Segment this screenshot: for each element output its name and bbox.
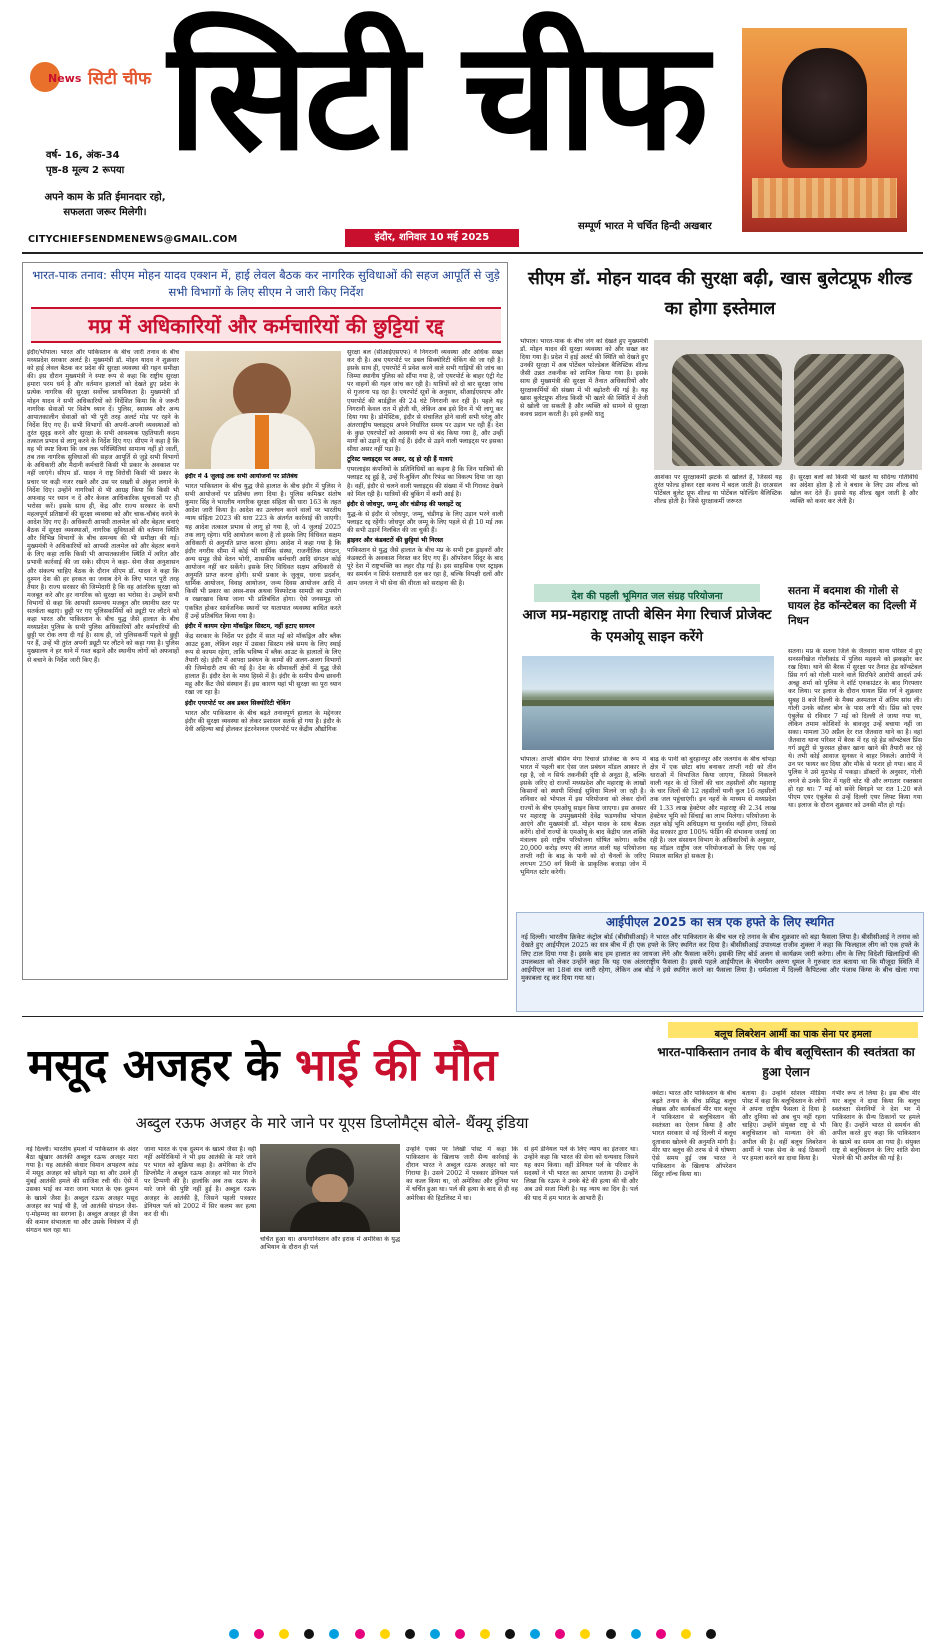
lead-col-2-text-2: केंद्र सरकार के निर्देश पर इंदौर में सात मई को मॉकड्रिल और ब्लैक आउट हुआ, लेकिन शहर में उसका सिस्टम लंबे समय के लिए स्थाई रूप से कायम रहेगा, ताकि भविष्य में ब्लैक आउट के हालातों के लिए तैयारी रहे। इंदौर में आपदा प्रबंधन के कामों की अलग-अलग विभागों की जिम्मेदारी तय की गई है। देश के सीमावर्ती क्षेत्रों में युद्ध जैसे हालात हैं। इंदौर देश के मध्य हिस्से में है। इंदौर के समीप सैन्य छावनी महू और कैंट जैसे संस्थान हैं। इस कारण यहां भी सुरक्षा का पूरा ध्यान रखा जा रहा है।	[185, 632, 341, 697]
masood-headline-part-2: भाई की मौत	[294, 1040, 498, 1091]
river-headline: आज मप्र-महाराष्ट्र ताप्ती बेसिन मेगा रिचार्ज प्रोजेक्ट के एमओयू साइन करेंगे	[522, 607, 772, 645]
balochistan-kicker: बलूच लिबरेशन आर्मी का पाक सेना पर हमला	[714, 1029, 872, 1040]
balochistan-kicker-bar	[668, 1022, 918, 1038]
security-headline: सीएम डॉ. मोहन यादव की सुरक्षा बढ़ी, खास बुलेटप्रूफ शील्ड का होगा इस्तेमाल	[527, 269, 912, 319]
river-col-2-text: बाढ़ के पानी को बुरहानपुर और जलगांव के बीच चोपड़ा क्षेत्र में एक छोटा बांध बनाकर ताप्ती नदी को तीन धाराओं में विभाजित किया जाएगा, जिससे निकलने वाली नहर के दो जिलों की चार तहसीलों और महाराष्ट्र के चार जिलों की 12 तहसीलों यानी कुल 16 तहसीलों तक जल पहुंचाएंगी। इन नहरों के माध्यम से मध्यप्रदेश की 1.33 लाख हेक्टेयर और महाराष्ट्र की 2.34 लाख हेक्टेयर भूमि को सिंचाई का लाभ मिलेगा। परियोजना के तहत कोई भूमि अधिग्रहण या पुनर्वास नहीं होगा, जिससे केंद्र सरकार द्वारा 100% फंडिंग की संभावना जताई जा रही है। जल संसाधन विभाग के अधिकारियों के अनुसार, यह मॉडल राष्ट्रीय जल परियोजनाओं के लिए एक नई मिसाल साबित हो सकता है।	[650, 756, 776, 861]
ipl-story	[516, 912, 924, 1012]
masood-col-4	[524, 1146, 638, 1266]
lead-col-2-text-3: भारत और पाकिस्तान के बीच बढ़ते तनावपूर्ण हालात के मद्देनजर इंदौर की सुरक्षा व्यवस्था को लेकर प्रशासन सतर्क हो गया है। इंदौर के देवी अहिल्या बाई होलकर इंटरनेशनल एयरपोर्ट पर केंद्रीय औद्योगिक	[185, 709, 341, 733]
volume-number: वर्ष- 16, अंक-34	[46, 150, 120, 161]
satna-story	[784, 584, 924, 906]
masood-col-4-text: से हमें डेनियल पर्ल के लिए न्याय का इंतजार था। उन्होंने कहा कि भारत की सेना को धन्यवाद जिसने यह काम किया। वहीं डेनियल पर्ल के परिवार के सदस्यों ने भी भारत का आभार जताया है। उन्होंने लिखा कि रऊफ ने उनके बेटे की हत्या की थी और अब उसे सजा मिली है। यह न्याय का दिन है। पर्ल की याद में हम भारत के आभारी हैं।	[524, 1146, 638, 1202]
river-kicker-bar	[534, 584, 760, 602]
bulletproof-vest-icon	[672, 354, 782, 466]
lead-kicker: भारत-पाक तनाव: सीएम मोहन यादव एक्शन में, हाई लेवल बैठक कर नागरिक सुविधाओं की सहज आपूर्ति से जुड़े सभी विभागों के लिए सीएम ने जारी किए निर्देश	[32, 268, 500, 299]
yellow-dot-icon	[681, 1629, 691, 1639]
ipl-body	[521, 933, 919, 1009]
section-rule	[22, 1016, 923, 1017]
yellow-dot-icon	[480, 1629, 490, 1639]
volume-info	[46, 148, 124, 178]
lead-col-3-text-4: पाकिस्तान से युद्ध जैसे हालात के बीच मप्र के सभी ट्रक ड्राइवरों और कंडक्टरों के अवकाश निरस्त कर दिए गए हैं। ऑपरेशन सिंदूर के बाद पूरे देश में राष्ट्रभक्ति का लहर दौड़ गई है। इस साहसिक एयर स्ट्राइक का समर्थन न सिर्फ सत्ताधारी दल कर रहा है, बल्कि विपक्षी दलों और आम जनता ने भी सेना की वीरता को सराहना की है।	[347, 547, 503, 587]
balochistan-col-3	[832, 1090, 920, 1268]
slogan-line-2: सफलता जरूर मिलेगी।	[63, 207, 147, 218]
lead-col-3-subhead: टूरिस्ट फ्लाइट्स पर असर, रद्द हो रही हैं यात्राएं	[347, 456, 453, 464]
tagline: सम्पूर्ण भारत मे चर्चित हिन्दी अखबार	[578, 221, 712, 232]
security-col-3	[790, 474, 918, 570]
yellow-dot-icon	[279, 1629, 289, 1639]
cyan-dot-icon	[430, 1629, 440, 1639]
security-story	[516, 262, 924, 580]
lead-story	[22, 262, 508, 980]
masood-caption-text: चर्चित हुआ था। अफगानिस्तान और इराक में अमेरिका के युद्ध अभियान के दौरान ही पर्ल	[260, 1236, 400, 1252]
brand-logo-text: सिटी चीफ	[88, 69, 152, 89]
masood-subhead: अब्दुल रऊफ अजहर के मारे जाने पर यूएस डिप्लोमैट्स बोले- थैंक्यू इंडिया	[135, 1114, 529, 1132]
satna-body	[788, 648, 922, 902]
cyan-dot-icon	[530, 1629, 540, 1639]
lead-col-3-subhead-3: ड्राइवर और कंडक्टरों की छुट्टियां भी निरस्त	[347, 537, 444, 545]
security-col-3-text: है। सुरक्षा बलों को किसी भी खतरे या संदिग्ध गतिविधि का अंदेशा होता है तो वे बचाव के लिए उस शील्ड को खोल कर देते हैं। इससे यह शील्ड खुल जाती है और व्यक्ति को कवर कर लेती है।	[790, 474, 918, 506]
yellow-dot-icon	[580, 1629, 590, 1639]
masood-col-1-text: नई दिल्ली। भारतीय हमलों में पाकिस्तान के अंदर बैठा खूंखार आतंकी अब्दुल रऊफ अजहर मारा गया है। यह आतंकी कंधार विमान अपहरण कांड में मसूद अजहर को छोड़ने पड़ा था और उसने ही मुंबई आतंकी हमले की साजिश रची थी। ऐसे में उसका भाई का मारा जाना भारत के एक दुश्मन के खात्मे जैसा है। अब्दुल रऊफ अजहर मसूद अजहर का भाई थी है, जो आतंकी संगठन जैश-ए-मोहम्मद का सरगना है। अब्दुल अजहर ही जैश की कमान संभालता था और उसके नियंत्रण में ही संगठन चल रहा था।	[26, 1146, 138, 1234]
balochistan-col-1-text: क्वेटा। भारत और पाकिस्तान के बीच बढ़ते तनाव के बीच प्रसिद्ध बलूच लेखक और कार्यकर्ता मीर यार बलूच ने पाकिस्तान से बलूचिस्तान की स्वतंत्रता का ऐलान किया है और भारत सरकार से नई दिल्ली में बलूच दूतावास खोलने की अनुमति मांगी है। मीर यार बलूच की तरफ से ये घोषणा ऐसे समय हुई जब भारत ने पाकिस्तान के खिलाफ ऑपरेशन सिंदूर लॉन्च किया था।	[652, 1090, 736, 1178]
masood-col-2	[144, 1146, 256, 1244]
security-col-2-text: आशंका पर सुरक्षाकर्मी झटके से खोलते हैं, जिससे यह तुरंत फोल्ड होकर रक्षा कवच में बदल जाती है। दरअसल पोर्टेबल बुलेट प्रूफ शील्ड या पोर्टेबल फोल्डिंग बैलिस्टिक शील्ड होती है। जिसे सुरक्षाकर्मी जरूरत	[654, 474, 782, 506]
security-col-1	[520, 338, 648, 570]
pages-price: पृष्ठ-8 मूल्य 2 रूपया	[46, 165, 125, 176]
balochistan-col-2-text: बताया है। उन्होंने सोशल मीडिया पोस्ट में कहा कि बलूचिस्तान के लोगों ने अपना राष्ट्रीय फैसला दे दिया है और दुनिया को अब चुप नहीं रहना चाहिए। उन्होंने संयुक्त राष्ट्र से भी बलूचिस्तान को मान्यता देने की अपील की है। वहीं बलूच लिबरेशन आर्मी ने पाक सेना के कई ठिकानों पर हमला करने का दावा किया है।	[742, 1090, 826, 1162]
cm-photo	[185, 351, 341, 469]
masood-caption	[260, 1236, 400, 1266]
river-kicker: देश की पहली भूमिगत जल संग्रह परियोजना	[571, 591, 723, 602]
masthead-title: सिटी चीफ	[168, 10, 705, 184]
lead-col-3-text: सुरक्षा बल (सीआईएसएफ) ने निगरानी व्यवस्था और अधिक सख्त कर दी है। अब एयरपोर्ट पर डबल सिक्योरिटी चेकिंग की जा रही है। इसके साथ ही, एयरपोर्ट में प्रवेश करने वाले सभी गाड़ियों की जांच का जिम्मा स्थानीय पुलिस को सौंपा गया है, जो एयरपोर्ट के बाहर एंट्री गेट पर वाहनों की गहन जांच कर रही है। यात्रियों को दो बार सुरक्षा जांच से गुजरना पड़ रहा है। एयरपोर्ट सूत्रों के अनुसार, सीआईएसएफ और एयरपोर्ट की बार्डड्रील की 24 घंटे निगरानी कर रही है। पहले यह निगरानी केवल रात में होती थी, लेकिन अब इसे दिन में भी लागू कर दिया गया है। डोमेस्टिक, इंदौर से संचालित होने वाली सभी घरेलू और अंतरराष्ट्रीय फ्लाइट्स अपने निर्धारित समय पर उड़ान भर रही हैं। देश के कुछ एयरपोर्टों को अस्थायी रूप से बंद किया गया है, और उन्हीं मार्गों को उड़ानें रद्द की गई हैं। इंदौर से उड़ने वाली फ्लाइट्स पर इसका सीधा असर नहीं पड़ा है।	[347, 349, 503, 454]
cyan-dot-icon	[229, 1629, 239, 1639]
ipl-body-text: नई दिल्ली। भारतीय क्रिकेट कंट्रोल बोर्ड (बीसीसीआई) ने भारत और पाकिस्तान के बीच चल रहे तनाव के बीच शुक्रवार को बड़ा फैसला लिया है। बीसीसीआई ने तनाव को देखते हुए आईपीएल 2025 का सत्र बीच में ही एक हफ्ते के लिए स्थगित कर दिया है। बीसीसीआई उपाध्यक्ष राजीव शुक्ला ने कहा कि फिलहाल लीग को एक हफ्ते के लिए टाल दिया गया है। इसके बाद हम हालात का जायजा लेंगे और फैसला करेंगे। इसकी लिए बोर्ड अलग से कार्यक्रम जारी करेगा। लीग के लिए विदेशी खिलाड़ियों की उपलब्धता को लेकर उन्होंने कहा कि यह एक अंतरराष्ट्रीय फैसला है। इससे पहले आईपीएल के चेयरमैन अरुण धूमल ने गुरुवार रात बताया था कि मौजूदा स्थिति में आईपीएल का 18वां सत्र जारी रहेगा, लेकिन अब बोर्ड ने इसे स्थगित करने का फैसला लिया है। धर्मशाला में दिल्ली कैपिटल्स और पंजाब किंग्स के बीच खेला गया मुकाबला रद्द कर दिया गया था।	[521, 933, 919, 983]
magenta-dot-icon	[555, 1629, 565, 1639]
river-col-1-text: भोपाल। ताप्ती बेसिन मेगा रिचार्ज प्रोजेक्ट के रूप में भारत में पहली बार ऐसा जल प्रबंधन मॉडल आकार ले रहा है, जो न सिर्फ तकनीकी दृष्टि से अनूठा है, बल्कि इसके जरिए दो राज्यों मध्यप्रदेश और महाराष्ट्र के लाखों किसानों को स्थायी सिंचाई सुविधा मिलने जा रही है। शनिवार को भोपाल में इस परियोजना को लेकर दोनों राज्यों के बीच एमओयू साइन किया जाएगा। इस अवसर पर महाराष्ट्र के उपमुख्यमंत्री देवेंद्र फडणवीस भोपाल आएंगे और मुख्यमंत्री डॉ. मोहन यादव के साथ बैठक करेंगे। दोनों राज्यों के एमओयू के बाद केंद्रीय जल शक्ति मंत्रालय इसे राष्ट्रीय परियोजना घोषित करेगा। करीब 20,000 करोड़ रुपए की लागत वाली यह परियोजना ताप्ती नदी के बाढ़ के पानी को दो चैनलों के जरिए लगभग 250 वर्ग किमी के प्राकृतिक बजाड़ा जोन में भूमिगत स्टोर करेगी।	[520, 756, 646, 877]
slogan	[30, 190, 180, 220]
slogan-line-1: अपने काम के प्रति ईमानदार रहो,	[44, 192, 166, 203]
balochistan-headline: भारत-पाकिस्तान तनाव के बीच बलूचिस्तान की स्वतंत्रता का हुआ ऐलान	[657, 1045, 915, 1079]
masood-col-1	[26, 1146, 138, 1612]
lead-col-3	[347, 349, 503, 977]
masood-headline	[28, 1038, 638, 1094]
ipl-headline: आईपीएल 2025 का सत्र एक हफ्ते के लिए स्थगित	[605, 915, 835, 929]
lead-headline: मप्र में अधिकारियों और कर्मचारियों की छुट्टियां रद्द	[88, 314, 444, 338]
satna-body-text: सतना। मप्र के सतना जिले के जैतवारा थाना परिसर में हुए सनसनीखेज गोलीकांड में पुलिस महकमे को झकझोर कर रख दिया। थाने की बैरक में सुरक्षा पर तैनात हेड कॉन्स्टेबल प्रिंस गर्ग को गोली मारने वाले सिरफिरे आरोपी आदर्श उर्फ अच्छू शर्मा को पुलिस ने शॉर्ट एनकाउंटर के बाद गिरफ्तार कर लिया। पर इलाज के दौरान घायल प्रिंस गर्ग ने शुक्रवार सुबह 8 बजे दिल्ली के मैक्स अस्पताल में अंतिम सांस ली। गोली उनके कॉलर बोन के पास लगी थी। प्रिंस को एयर एंबुलेंस से रविवार 7 मई को दिल्ली ले जाया गया था, लेकिन तमाम कोशिशों के बावजूद उन्हें बचाया नहीं जा सका। मामला 30 अप्रैल देर रात जैतवारा थाने का है। वहां जैतवारा थाना परिसर में बैरक में रह रहे हेड कॉन्स्टेबल प्रिंस गर्ग ड्यूटी से फुरसत होकर खाना खाने की तैयारी कर रहे थे। तभी कोई आवाज सुनकर वे बाहर निकले। आरोपी ने उन पर फायर कर दिया और मौके से फरार हो गया। बाद में पुलिस ने उसे मुठभेड़ में पकड़ा। डॉक्टरों के अनुसार, गोली लगने से उनके सिर में गहरी चोट थी और लगातार रक्तस्राव हो रहा था। 7 मई को सवेरे बिगड़ने पर रात 1:20 बजे पीएम एयर एंबुलेंस से उन्हें दिल्ली एयर लिफ्ट किया गया था। इलाज के दौरान शुक्रवार को उनकी मौत हो गई।	[788, 648, 922, 809]
masthead	[0, 0, 945, 258]
security-col-2	[654, 474, 782, 570]
lead-col-3-text-3: युद्ध-के से इंदौर से जोधपुर, जम्मू, चंडीगढ़ के लिए उड़ान भरने वाली फ्लाइट रद्द रहेंगी। जोधपुर और जम्मू के लिए पहले से ही 10 मई तक की सभी उड़ानें निलंबित की जा चुकी हैं।	[347, 510, 503, 534]
security-col-1-text: भोपाल। भारत-पाक के बीच जंग को देखते हुए मुख्यमंत्री डॉ. मोहन यादव की सुरक्षा व्यवस्था को और सख्त कर दिया गया है। प्रदेश में हाई अलर्ट की स्थिति को देखते हुए उनकी सुरक्षा में अब पोर्टेबल फोल्डेबल बैलिस्टिक शील्ड जैसी उन्नत तकनीक को शामिल किया गया है। इसके साथ ही मुख्यमंत्री की सुरक्षा में तैनात अधिकारियों और सुरक्षाकर्मियों की संख्या में भी बढ़ोतरी की गई है। यह खास बुलेटप्रूफ शील्ड किसी भी खतरे की स्थिति में तेजी से खोली जा सकती है और व्यक्ति को सामने से सुरक्षा कवच प्रदान करती है। इसे हल्की धातु	[520, 338, 648, 418]
lead-col-2-subhead-3: इंदौर एयरपोर्ट पर अब डबल सिक्योरिटी चेकिंग	[185, 699, 291, 707]
balochistan-story	[648, 1020, 924, 1618]
temple-photo	[742, 28, 907, 232]
lead-col-2	[185, 473, 341, 977]
black-dot-icon	[405, 1629, 415, 1639]
river-story	[516, 584, 778, 906]
yellow-dot-icon	[380, 1629, 390, 1639]
email: CITYCHIEFSENDMENEWS@GMAIL.COM	[28, 234, 238, 245]
lead-col-3-text-2: एयरलाइंस कंपनियों के प्रतिनिधियों का कहना है कि जिन यात्रियों की फ्लाइट रद्द हुई है, उन्हें रि-बुकिंग और रिफंड का विकल्प दिया जा रहा है। वहीं, इंदौर से चलने वाली फ्लाइट्स की संख्या में भी गिरावट देखने को मिल रही है। यात्रियों की बुकिंग में कमी आई है।	[347, 466, 503, 498]
masood-col-3-text: उन्होंने एक्स पर लिखी पोस्ट में कहा कि पाकिस्तान के खिलाफ जारी सैन्य कार्रवाई के दौरान भारत ने अब्दुल रऊफ अजहर को मार गिराया है। उसने 2002 में पत्रकार डेनियल पर्ल का कत्ल किया था, जो अमेरिका और दुनिया भर में चर्चित हुआ था। पर्ल की हत्या के बाद से ही वह अमेरिका की हिटलिस्ट में था।	[406, 1146, 518, 1202]
magenta-dot-icon	[656, 1629, 666, 1639]
river-col-1	[520, 756, 646, 902]
lead-col-2-subhead: इंदौर में 4 जुलाई तक सभी आयोजनों पर प्रतिबंध	[185, 473, 298, 480]
brand-small: News	[48, 72, 82, 85]
masthead-rule	[22, 252, 923, 254]
dateline-bar	[345, 229, 519, 247]
deity-icon	[782, 48, 867, 168]
lead-col-1-text: इंदौर/भोपाल। भारत और पाकिस्तान के बीच जारी तनाव के बीच मध्यप्रदेश सरकार अलर्ट है। मुख्यमंत्री डॉ. मोहन यादव ने शुक्रवार को हाई लेवल बैठक कर प्रदेश की सुरक्षा व्यवस्था की गहन समीक्षा की। इस दौरान मुख्यमंत्री ने स्पष्ट रूप से कहा कि राष्ट्रीय सुरक्षा हमारा परम धर्म है और वर्तमान हालातों को देखते हुए प्रदेश के प्रत्येक नागरिक की सुरक्षा सर्वोच्च प्राथमिकता है। मुख्यमंत्री डॉ मोहन यादव ने सभी अधिकारियों को निर्देशित किया कि वे जरूरी नागरिक सेवाओं पर विशेष ध्यान दें। पुलिस, स्वास्थ्य और अन्य आपातकालीन सेवाओं को भी पूरी तरह अलर्ट मोड पर रहने के निर्देश दिए गए हैं। सभी विभागों की अपनी-अपनी व्यवस्थाओं को तुरंत सुदृढ़ करने और सुरक्षा के सभी आवश्यक एहतियाती कदम तत्काल प्रभाव से लागू करने के निर्देश दिए गए। सीएम ने कहा है कि यह भी स्पष्ट किया कि जब तक परिस्थितियां सामान्य नहीं हो जातीं, तब तक नागरिक सुविधाओं की सहज आपूर्ति से जुड़े सभी विभागों के अधिकारी और मैदानी कर्मचारी किसी भी प्रकार के अवकाश पर नहीं जाएंगे। सीएम डॉ. यादव ने राष्ट्र विरोधी किसी भी प्रकार के प्रचार पर कड़ी नजर रखने और उस पर सख्ती से अंकुश लगाने के निर्देश दिए। उन्होंने नागरिकों से भी आग्रह किया कि किसी भी अफवाह पर ध्यान न दें और केवल आधिकारिक सूचनाओं पर ही भरोसा करें। इसके साथ ही, केंद्र और राज्य सरकार के सभी महत्वपूर्ण प्रतिष्ठानों की सुरक्षा व्यवस्था को और चाक-चौबंद करने के आदेश दिए गए हैं। अधिकारी आपसी तालमेल को और बेहतर बनाएं बैठक में सुरक्षा व्यवस्थाओं, नागरिक सुविधाओं की वर्तमान स्थिति और विभिन्न विभागों के बीच समन्वय की भी समीक्षा की गई। मुख्यमंत्री ने अधिकारियों को आपसी तालमेल को और बेहतर बनाने के लिए कहा ताकि किसी भी आपातकालीन स्थिति में त्वरित और प्रभावी कार्रवाई की जा सके। सीएम ने कहा- सेना जैसा अनुशासन और संकल्प चाहिए बैठक के दौरान सीएम डॉ. यादव ने कहा कि दुश्मन देश की हर हरकत का जवाब देने के लिए भारत पूरी तरह तैयार है। राज्य सरकार की जिम्मेदारी है कि वह आंतरिक सुरक्षा को मजबूत करे और हर नागरिक को सुरक्षा का भरोसा दे। उन्होंने सभी विभागों से कहा कि आपसी समन्वय मजबूत और स्थानीय स्तर पर सतर्कता बढ़ाएं। छुट्टी पर गए पुलिसकर्मियों को ड्यूटी पर लौटने को कहा भारत और पाकिस्तान के बीच युद्ध जैसे हालात के बीच मध्यप्रदेश पुलिस के सभी पुलिस अधिकारियों और कर्मचारियों की छुट्टी पर रोक लगा दी गई है। साथ ही, जो पुलिसकर्मी पहले से छुट्टी पर हैं, उन्हें भी तुरंत अपनी ड्यूटी पर लौटने को कहा गया है। पुलिस मुख्यालय ने हर थाने में गश्त बढ़ाने और स्थानीय लोगों को अफवाहों से बचाने के निर्देश जारी किए हैं।	[27, 349, 179, 664]
lead-headline-bar	[31, 307, 501, 343]
black-dot-icon	[304, 1629, 314, 1639]
satna-headline: सतना में बदमाश की गोली से घायल हेड कॉन्स्टेबल का दिल्ली में निधन	[788, 585, 917, 627]
lead-col-2-subhead-2: इंदौर में कायम रहेगा मॉकड्रिल सिस्टम, नहीं हटाए सायरन	[185, 622, 315, 630]
brand-logo	[30, 60, 180, 100]
balochistan-col-3-text: गंभीर रूप ले लिया है। इस बीच मीर यार बलूच ने दावा किया कि बलूच स्वतंत्रता सेनानियों ने देश भर में पाकिस्तान के सैन्य ठिकानों पर हमले किए हैं। उन्होंने भारत से समर्थन की अपील करते हुए कहा कि पाकिस्तान के खात्मे का समय आ गया है। संयुक्त राष्ट्र से बलूचिस्तान के लिए शांति सेना भेजने की भी अपील की गई है।	[832, 1090, 920, 1162]
terrorist-photo	[260, 1144, 400, 1232]
magenta-dot-icon	[355, 1629, 365, 1639]
lead-col-1	[27, 349, 179, 977]
magenta-dot-icon	[455, 1629, 465, 1639]
river-photo	[522, 656, 774, 750]
black-dot-icon	[505, 1629, 515, 1639]
masood-story	[22, 1020, 642, 1618]
lead-col-2-text: भारत पाकिस्तान के बीच युद्ध जैसे हालात के बीच इंदौर में पुलिस ने सभी आयोजनों पर प्रतिबंध लगा दिया है। पुलिस कमिश्नर संतोष कुमार सिंह ने भारतीय नागरिक सुरक्षा संहिता की धारा 163 के तहत आदेश जारी किया है। आदेश का उल्लंघन करने वालों पर भारतीय न्याय संहिता 2023 की धारा 223 के अंतर्गत कार्रवाई की जाएगी। यह आदेश तत्काल प्रभाव से लागू हो गया है, जो 4 जुलाई 2025 तक लागू रहेगा। यदि आयोजन करना है तो इसके लिए विधिवत सक्षम अधिकारी से अनुमति प्राप्त करना होगा। आदेश में कहा गया है कि इंदौर नगरीय सीमा में कोई भी धार्मिक संस्था, राजनीतिक संगठन, अन्य समूह जैसे वेतन भोगी, शासकीय कर्मचारी आदि संगठन कोई आयोजन नहीं कर सकेंगे। इसके लिए विधिवत सक्षम अधिकारी से अनुमति प्राप्त करना होगी। सभी प्रकार के जुलूस, धरना प्रदर्शन, धार्मिक आयोजन, विवाह आयोजन, जन्म दिवस आयोजन आदि में किसी भी प्रकार का अस्त्र-शस्त्र अथवा विस्फोटक सामग्री का उपयोग व रखरखाव किया जाना भी प्रतिबंधित होगा। ऐसे जनसमूह जो एकत्रित होकर सार्वजनिक स्थानों पर यातायात व्यवस्था बाधित करते हैं उन्हें प्रतिबंधित किया गया है।	[185, 483, 341, 620]
black-dot-icon	[606, 1629, 616, 1639]
masood-headline-part-1: मसूद अजहर के	[28, 1040, 280, 1091]
masood-col-2-text: जाना भारत के एक दुश्मन के खात्मे जैसा है। वहीं नहीं अमेरिकियों ने भी इस आतंकी के मारे जाने पर भारत को शुक्रिया कहा है। अमेरिका के टॉप डिप्लोमैट ने अब्दुल रऊफ अजहर को मार गिराने पर टिप्पणी की है। हालांकि अब तक रऊफ के मारे जाने की पुष्टि नहीं हुई है। अब्दुल रऊफ अजहर के आतंकी है, जिसने पहली पत्रकार डेनियल पर्ल को 2002 में सिर कलम कर हत्या कर दी थी।	[144, 1146, 256, 1218]
masood-col-3	[406, 1146, 518, 1266]
bulletproof-vest-icon-2	[794, 354, 904, 466]
magenta-dot-icon	[254, 1629, 264, 1639]
cyan-dot-icon	[631, 1629, 641, 1639]
river-col-2	[650, 756, 776, 902]
lead-col-3-subhead-2: इंदौर से जोधपुर, जम्मू और चंडीगढ़ की फ्लाइटें रद्द	[347, 500, 462, 508]
registration-marks	[0, 1624, 945, 1638]
cyan-dot-icon	[329, 1629, 339, 1639]
vest-photo	[654, 340, 922, 470]
black-dot-icon	[706, 1629, 716, 1639]
balochistan-col-2	[742, 1090, 826, 1268]
dateline: इंदौर, शनिवार 10 मई 2025	[374, 232, 490, 243]
balochistan-col-1	[652, 1090, 736, 1268]
